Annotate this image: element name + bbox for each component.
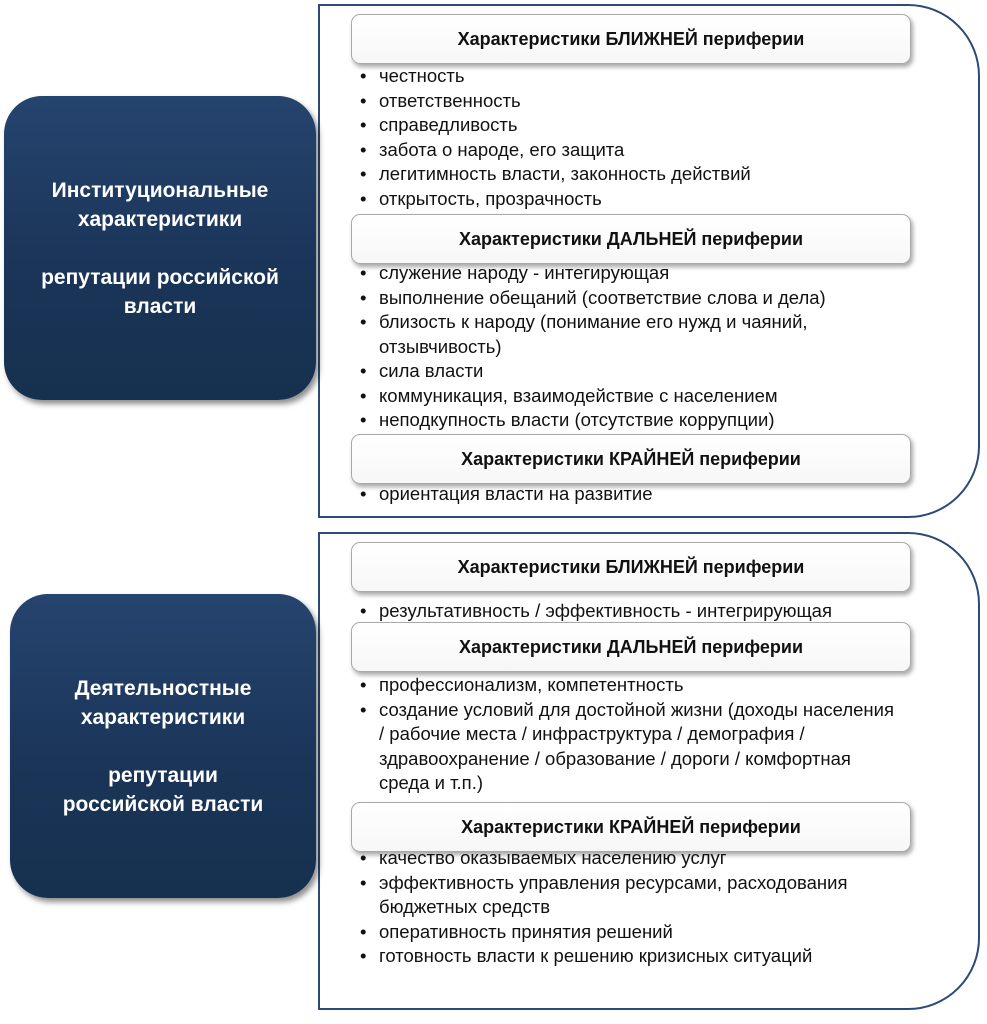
institutional-title-line4: власти bbox=[123, 294, 197, 318]
activity-near-list bbox=[360, 599, 900, 624]
activity-extreme-header: Характеристики КРАЙНЕЙ периферии bbox=[351, 802, 911, 852]
institutional-far-header: Характеристики ДАЛЬНЕЙ периферии bbox=[351, 214, 911, 264]
institutional-far-list bbox=[360, 261, 900, 433]
institutional-title-line3: репутации российской bbox=[41, 265, 279, 289]
institutional-extreme-list bbox=[360, 482, 900, 507]
list-item: • выполнение обещаний (соответствие слова и дела) bbox=[360, 286, 900, 311]
list-item: • сила власти bbox=[360, 359, 900, 384]
list-item: • близость к народу (понимание его нужд и чаяний, отзывчивость) bbox=[360, 310, 900, 359]
list-item: • легитимность власти, законность действий bbox=[360, 162, 900, 187]
institutional-extreme-header: Характеристики КРАЙНЕЙ периферии bbox=[351, 434, 911, 484]
list-item: • забота о народе, его защита bbox=[360, 138, 900, 163]
list-item: • служение народу - интегирующая bbox=[360, 261, 900, 286]
list-item: • честность bbox=[360, 64, 900, 89]
institutional-title-box bbox=[4, 96, 316, 400]
list-item: • профессионализм, компетентность bbox=[360, 673, 900, 698]
list-item: • ориентация власти на развитие bbox=[360, 482, 900, 507]
list-item: • оперативность принятия решений bbox=[360, 920, 900, 945]
list-item: • справедливость bbox=[360, 113, 900, 138]
activity-extreme-list bbox=[360, 846, 900, 969]
list-item: • коммуникация, взаимодействие с населением bbox=[360, 384, 900, 409]
institutional-near-header: Характеристики БЛИЖНЕЙ периферии bbox=[351, 14, 911, 64]
activity-title-box bbox=[10, 594, 316, 898]
list-item: • эффективность управления ресурсами, расходования бюджетных средств bbox=[360, 871, 900, 920]
activity-title-line3: репутации bbox=[108, 763, 218, 787]
list-item: • неподкупность власти (отсутствие коррупции) bbox=[360, 408, 900, 433]
list-item: • ответственность bbox=[360, 89, 900, 114]
activity-far-list bbox=[360, 673, 900, 796]
list-item: • открытость, прозрачность bbox=[360, 187, 900, 212]
activity-far-header: Характеристики ДАЛЬНЕЙ периферии bbox=[351, 622, 911, 672]
institutional-title-line2: характеристики bbox=[77, 207, 243, 231]
institutional-title-line1: Институциональные bbox=[51, 178, 269, 202]
list-item: • создание условий для достойной жизни (доходы населения / рабочие места / инфраструктура / демография / здравоохранение / образование / дороги / комфортная среда и т.п.) bbox=[360, 698, 900, 796]
list-item: • результативность / эффективность - интегрирующая bbox=[360, 599, 900, 624]
activity-title-line1: Деятельностные bbox=[74, 676, 252, 700]
activity-near-header: Характеристики БЛИЖНЕЙ периферии bbox=[351, 542, 911, 592]
activity-title-line2: характеристики bbox=[80, 705, 246, 729]
list-item: • качество оказываемых населению услуг bbox=[360, 846, 900, 871]
list-item: • готовность власти к решению кризисных ситуаций bbox=[360, 944, 900, 969]
activity-title-line4: российской власти bbox=[62, 792, 264, 816]
institutional-near-list bbox=[360, 64, 900, 211]
